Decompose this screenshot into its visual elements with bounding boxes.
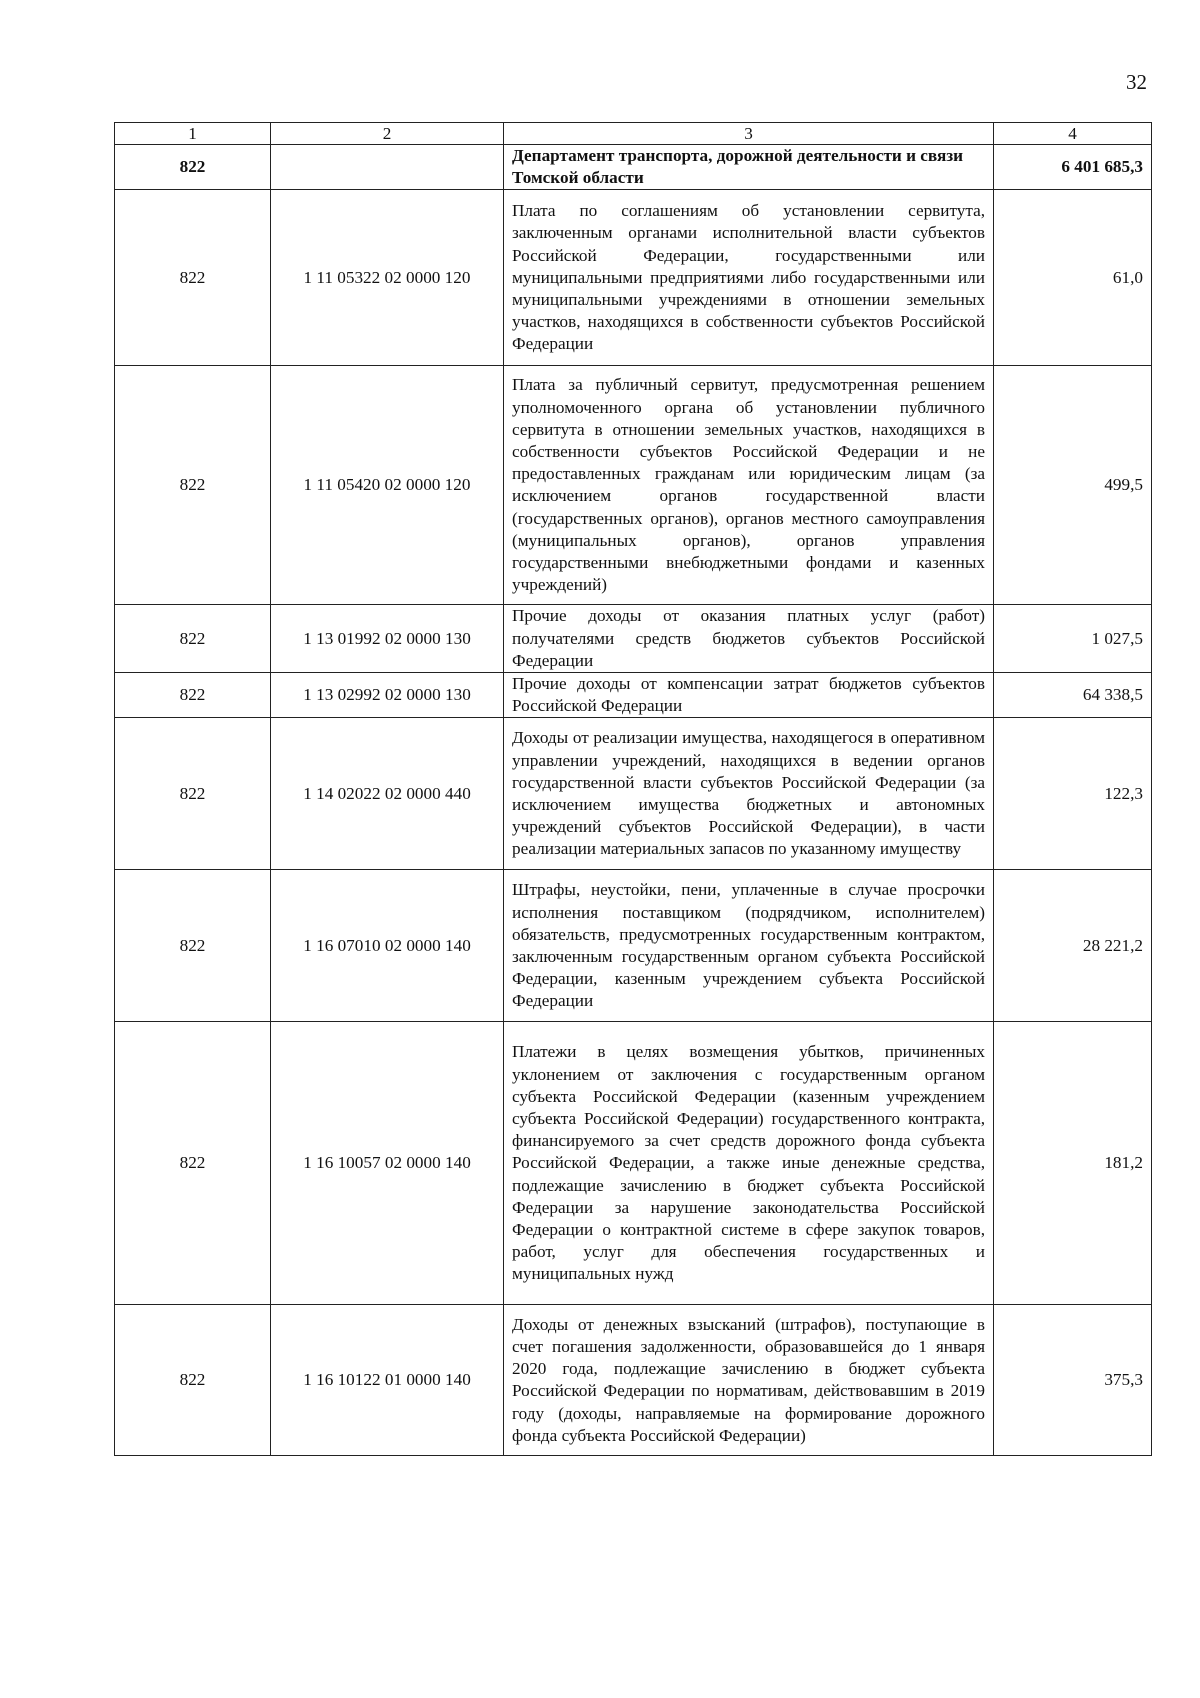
column-number-4: 4 (994, 123, 1152, 145)
table-row (115, 190, 1152, 366)
column-number-2: 2 (271, 123, 504, 145)
admin-code-cell: 822 (115, 1305, 271, 1456)
table-row (115, 1305, 1152, 1456)
department-name: Департамент транспорта, дорожной деятельности и связи Томской области (504, 145, 994, 190)
amount-cell: 181,2 (994, 1022, 1152, 1305)
kbk-code-cell: 1 13 01992 02 0000 130 (271, 605, 504, 673)
table-row (115, 366, 1152, 605)
admin-code-cell: 822 (115, 190, 271, 366)
kbk-code-cell: 1 13 02992 02 0000 130 (271, 673, 504, 718)
table-row (115, 870, 1152, 1022)
admin-code-cell: 822 (115, 870, 271, 1022)
column-number-3: 3 (504, 123, 994, 145)
revenue-description-cell: Доходы от реализации имущества, находящегося в оперативном управлении учреждений, находящихся в ведении органов государственной власти субъектов Российской Федерации (за исключением имущества бюджетных и автономных учреждений субъектов Российской Федерации), в части реализации материальных запасов по указанному имуществу (504, 718, 994, 870)
revenue-description-cell: Прочие доходы от компенсации затрат бюджетов субъектов Российской Федерации (504, 673, 994, 718)
kbk-code-cell: 1 11 05420 02 0000 120 (271, 366, 504, 605)
kbk-code-cell: 1 16 07010 02 0000 140 (271, 870, 504, 1022)
page-number: 32 (1126, 70, 1147, 94)
admin-code-cell: 822 (115, 1022, 271, 1305)
column-number-1: 1 (115, 123, 271, 145)
admin-code-cell: 822 (115, 366, 271, 605)
admin-code-cell: 822 (115, 718, 271, 870)
amount-cell: 375,3 (994, 1305, 1152, 1456)
revenue-table-body (115, 123, 1152, 1456)
kbk-code-cell: 1 16 10122 01 0000 140 (271, 1305, 504, 1456)
revenue-description-cell: Плата за публичный сервитут, предусмотренная решением уполномоченного органа об установлении публичного сервитута в отношении земельных участков, находящихся в собственности субъектов Российской Федерации и не предоставленных гражданам или юридическим лицам (за исключением органов государственной власти (государственных органов), органов местного самоуправления (муниципальных органов), органов управления государственными внебюджетными фондами и казенных учреждений) (504, 366, 994, 605)
column-number-row (115, 123, 1152, 145)
revenue-table (114, 122, 1152, 1456)
department-code: 822 (115, 145, 271, 190)
revenue-description-cell: Доходы от денежных взысканий (штрафов), поступающие в счет погашения задолженности, образовавшейся до 1 января 2020 года, подлежащие зачислению в бюджет субъекта Российской Федерации по нормативам, действовавшим в 2019 году (доходы, направляемые на формирование дорожного фонда субъекта Российской Федерации) (504, 1305, 994, 1456)
table-row (115, 1022, 1152, 1305)
kbk-code-cell: 1 11 05322 02 0000 120 (271, 190, 504, 366)
amount-cell: 499,5 (994, 366, 1152, 605)
revenue-description-cell: Плата по соглашениям об установлении сервитута, заключенным органами исполнительной власти субъектов Российской Федерации, государственными или муниципальными предприятиями либо государственными или муниципальными учреждениями в отношении земельных участков, находящихся в собственности субъектов Российской Федерации (504, 190, 994, 366)
revenue-description-cell: Штрафы, неустойки, пени, уплаченные в случае просрочки исполнения поставщиком (подрядчиком, исполнителем) обязательств, предусмотренных государственным контрактом, заключенным государственным органом субъекта Российской Федерации, казенным учреждением субъекта Российской Федерации (504, 870, 994, 1022)
amount-cell: 64 338,5 (994, 673, 1152, 718)
revenue-description-cell: Платежи в целях возмещения убытков, причиненных уклонением от заключения с государственным органом субъекта Российской Федерации (казенным учреждением субъекта Российской Федерации) государственного контракта, финансируемого за счет средств дорожного фонда субъекта Российской Федерации, а также иные денежные средства, подлежащие зачислению в бюджет субъекта Российской Федерации за нарушение законодательства Российской Федерации о контрактной системе в сфере закупок товаров, работ, услуг для обеспечения государственных и муниципальных нужд (504, 1022, 994, 1305)
amount-cell: 122,3 (994, 718, 1152, 870)
admin-code-cell: 822 (115, 673, 271, 718)
department-amount: 6 401 685,3 (994, 145, 1152, 190)
department-row (115, 145, 1152, 190)
amount-cell: 1 027,5 (994, 605, 1152, 673)
revenue-description-cell: Прочие доходы от оказания платных услуг (работ) получателями средств бюджетов субъектов Российской Федерации (504, 605, 994, 673)
table-row (115, 673, 1152, 718)
kbk-code-cell: 1 16 10057 02 0000 140 (271, 1022, 504, 1305)
kbk-code-cell: 1 14 02022 02 0000 440 (271, 718, 504, 870)
department-kbk (271, 145, 504, 190)
table-row (115, 605, 1152, 673)
amount-cell: 28 221,2 (994, 870, 1152, 1022)
amount-cell: 61,0 (994, 190, 1152, 366)
admin-code-cell: 822 (115, 605, 271, 673)
table-row (115, 718, 1152, 870)
